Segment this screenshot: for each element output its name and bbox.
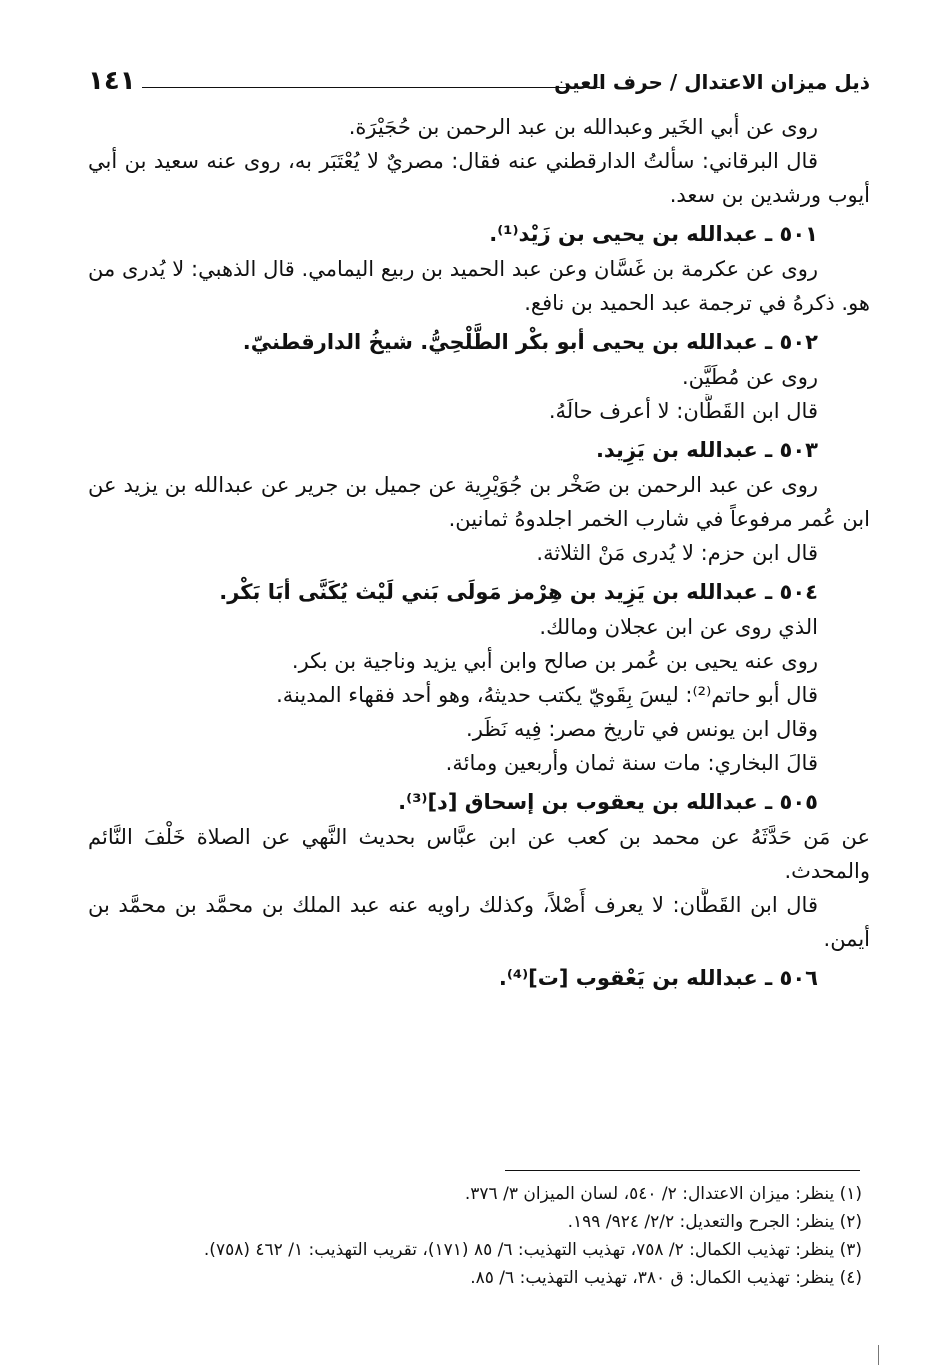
text-line: ابن عُمر مرفوعاً في شارب الخمر اجلدوهُ ثمانين.: [448, 507, 870, 531]
entry-heading-502: ٥٠٢ ـ عبدالله بن يحيى أبو بكْر الطَّلْحِيُّ. شيخُ الدارقطنيّ.: [242, 330, 818, 354]
page-number: ١٤١: [88, 66, 136, 96]
text-line: أيوب ورشدين بن سعد.: [669, 183, 870, 207]
entry-heading-505: ٥٠٥ ـ عبدالله بن يعقوب بن إسحاق [د]⁽³⁾.: [398, 790, 818, 814]
footnote-separator: [505, 1170, 860, 1171]
footnote-4: (٤) ينظر: تهذيب الكمال: ق ٣٨٠، تهذيب التهذيب: ٦/ ٨٥.: [470, 1268, 862, 1288]
footnote-3: (٣) ينظر: تهذيب الكمال: ٢/ ٧٥٨، تهذيب التهذيب: ٦/ ٨٥ (١٧١)، تقريب التهذيب: ١/ ٤٦٢ (٧٥٨).: [203, 1240, 862, 1260]
text-line: روى عن أبي الخَير وعبدالله بن عبد الرحمن بن حُجَيْرَة.: [348, 115, 818, 139]
text-line: قال أبو حاتم⁽²⁾: ليسَ بِقَويّ يكتب حديثهُ، وهو أحد فقهاء المدينة.: [276, 683, 818, 707]
margin-mark: [878, 1345, 879, 1365]
text-line: هو. ذكرهُ في ترجمة عبد الحميد بن نافع.: [524, 291, 870, 315]
text-line: قال ابن القَطَّان: لا أعرف حالَهُ.: [548, 399, 818, 423]
footnote-1: (١) ينظر: ميزان الاعتدال: ٢/ ٥٤٠، لسان الميزان ٣/ ٣٧٦.: [464, 1184, 862, 1204]
running-header: [88, 66, 870, 100]
text-line: قال ابن القَطَّان: لا يعرف أَصْلاً، وكذلك راويه عنه عبد الملك بن محمَّد بن محمَّد بن: [88, 893, 818, 917]
text-line: روى عن عبد الرحمن بن صَخْر بن جُوَيْرِية عن جميل بن جرير عن عبدالله بن يزيد عن: [88, 473, 818, 497]
text-line: روى عن عكرمة بن غَسَّان وعن عبد الحميد بن ربيع اليمامي. قال الذهبي: لا يُدرى من: [88, 257, 818, 281]
text-line: والمحدث.: [784, 859, 870, 883]
entry-heading-504: ٥٠٤ ـ عبدالله بن يَزِيد بن هِرْمز مَولَى بَني لَيْث يُكَنَّى أبَا بَكْر.: [219, 580, 818, 604]
entry-heading-501: ٥٠١ ـ عبدالله بن يحيى بن زَيْد⁽¹⁾.: [489, 222, 818, 246]
text-line: وقال ابن يونس في تاريخ مصر: فِيه نَظَر.: [466, 717, 818, 741]
text-line: أيمن.: [823, 927, 870, 951]
main-text: [88, 110, 870, 996]
entry-heading-506: ٥٠٦ ـ عبدالله بن يَعْقوب [ت]⁽⁴⁾.: [498, 966, 818, 990]
header-rule: [142, 87, 600, 88]
text-line: عن مَن حَدَّثَهُ عن محمد بن كعب عن ابن عبَّاس بحديث النَّهي عن الصلاة خَلْفَ النَّائم: [88, 825, 870, 849]
header-title: ذيل ميزان الاعتدال / حرف العين: [554, 70, 870, 94]
text-line: قال ابن حزم: لا يُدرى مَنْ الثلاثة.: [536, 541, 818, 565]
text-line: قالَ البخاري: مات سنة ثمان وأربعين ومائة.: [445, 751, 818, 775]
text-line: قال البرقاني: سألتُ الدارقطني عنه فقال: مصريٌ لا يُعْتَبَر به، روى عنه سعيد بن أبي: [88, 149, 818, 173]
text-line: الذي روى عن ابن عجلان ومالك.: [539, 615, 818, 639]
text-line: روى عن مُطَيَّن.: [681, 365, 818, 389]
footnote-2: (٢) ينظر: الجرح والتعديل: ٢/٢/ ٩٢٤/ ١٩٩.: [567, 1212, 862, 1232]
text-line: روى عنه يحيى بن عُمر بن صالح وابن أبي يزيد وناجية بن بكر.: [291, 649, 818, 673]
entry-heading-503: ٥٠٣ ـ عبدالله بن يَزِيد.: [595, 438, 818, 462]
footnotes: [80, 1180, 862, 1292]
